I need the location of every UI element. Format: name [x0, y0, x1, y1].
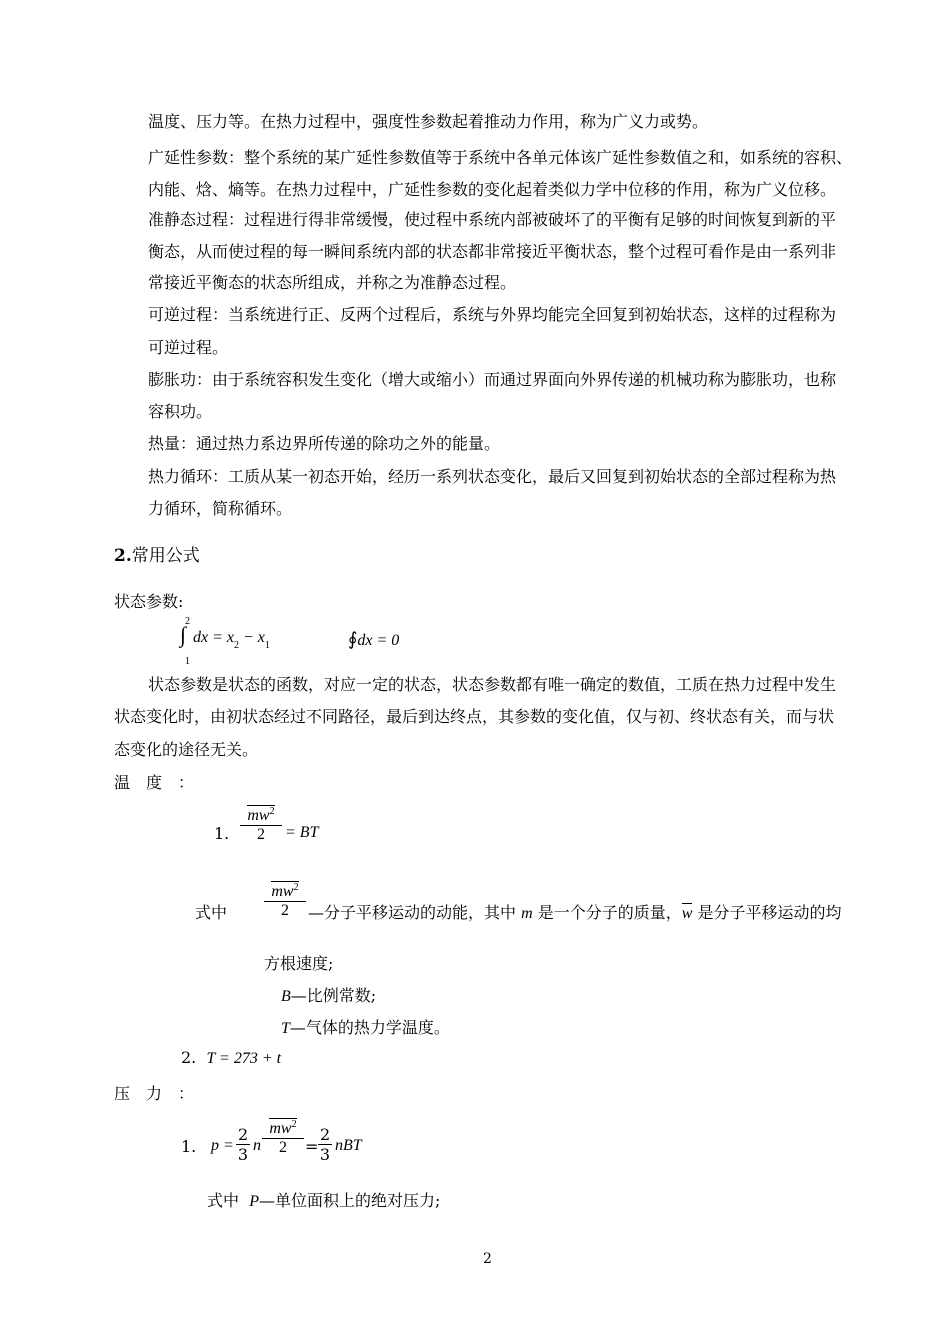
- temperature-item2: 2. T = 273 + t: [181, 1048, 282, 1067]
- state-params-para-1: 状态参数是状态的函数，对应一定的状态，状态参数都有唯一确定的数值，工质在热力过程中发生: [148, 675, 837, 694]
- kinetic-energy-fraction: $mw^2$ 2: [240, 806, 282, 844]
- definition-line-10: 容积功。: [148, 402, 213, 421]
- temperature-heading: 温 度 ：: [114, 773, 195, 792]
- temperature-where-label: 式中: [195, 903, 228, 922]
- two-thirds-fraction-2: 2 3: [319, 1125, 331, 1164]
- pressure-lhs: p =: [211, 1137, 234, 1154]
- b-definition: B—比例常数;: [281, 986, 377, 1005]
- pressure-equals: =: [305, 1137, 319, 1156]
- closed-integral-equation: ∮dx = 0: [348, 629, 400, 649]
- section-heading: [114, 541, 200, 566]
- pressure-n: n: [253, 1137, 261, 1154]
- integral-sign: ∫: [180, 622, 187, 647]
- pressure-tail: nBT: [335, 1137, 362, 1154]
- pressure-item1-index: 1.: [181, 1137, 197, 1156]
- closed-integral-sign: ∮: [348, 629, 358, 649]
- two-thirds-fraction: 2 3: [237, 1125, 249, 1164]
- state-params-para-2: 状态变化时，由初状态经过不同路径，最后到达终点，其参数的变化值，仅与初、终状态有关，而与状: [114, 707, 835, 726]
- integral-body: dx = $x_2 - x_1$: [193, 629, 270, 651]
- definition-line-11: 热量：通过热力系边界所传递的除功之外的能量。: [148, 434, 501, 453]
- definition-line-13: 力循环，简称循环。: [148, 499, 293, 518]
- temperature-item1-rhs: = BT: [285, 824, 319, 841]
- state-params-para-3: 态变化的途径无关。: [114, 740, 259, 759]
- temperature-where-desc: —分子平移运动的动能，其中 m 是一个分子的质量，w 是分子平移运动的均: [308, 903, 842, 922]
- section-number: 2.: [114, 546, 132, 566]
- pressure-heading: 压 力 ：: [114, 1084, 195, 1103]
- definition-line-9: 膨胀功：由于系统容积发生变化（增大或缩小）而通过界面向外界传递的机械功称为膨胀功，也称: [148, 370, 837, 389]
- integral-lower-limit: 1: [185, 656, 190, 667]
- definition-line-6: 常接近平衡态的状态所组成，并称之为准静态过程。: [148, 273, 517, 292]
- definition-line-2: 广延性参数：整个系统的某广延性参数值等于系统中各单元体该广延性参数值之和，如系统的容积、: [148, 148, 853, 167]
- kinetic-energy-fraction-2: $mw^2$ 2: [264, 882, 306, 920]
- definition-line-3: 内能、焓、熵等。在热力过程中，广延性参数的变化起着类似力学中位移的作用，称为广义位移。: [148, 180, 837, 199]
- definition-line-12: 热力循环：工质从某一初态开始，经历一系列状态变化，最后又回复到初始状态的全部过程称为热: [148, 467, 837, 486]
- integral-upper-limit: 2: [185, 616, 190, 627]
- pressure-kinetic-fraction: $mw^2$ 2: [262, 1119, 304, 1157]
- pressure-where: 式中 P—单位面积上的绝对压力;: [207, 1191, 441, 1210]
- section-title: 常用公式: [131, 546, 200, 566]
- definition-line-4: 准静态过程：过程进行得非常缓慢，使过程中系统内部被破坏了的平衡有足够的时间恢复到新的平: [148, 210, 837, 229]
- definition-line-5: 衡态，从而使过程的每一瞬间系统内部的状态都非常接近平衡状态，整个过程可看作是由一系列非: [148, 242, 837, 261]
- definition-line-7: 可逆过程：当系统进行正、反两个过程后，系统与外界均能完全回复到初始状态，这样的过程称为: [148, 305, 837, 324]
- temperature-where-desc-cont: 方根速度;: [264, 954, 334, 973]
- state-params-heading: 状态参数:: [114, 592, 184, 611]
- definition-line-1: 温度、压力等。在热力过程中，强度性参数起着推动力作用，称为广义力或势。: [148, 112, 709, 131]
- definition-line-8: 可逆过程。: [148, 338, 229, 357]
- t-definition: T—气体的热力学温度。: [281, 1018, 450, 1037]
- page-number: 2: [483, 1251, 492, 1267]
- temperature-item1-index: 1.: [214, 824, 230, 843]
